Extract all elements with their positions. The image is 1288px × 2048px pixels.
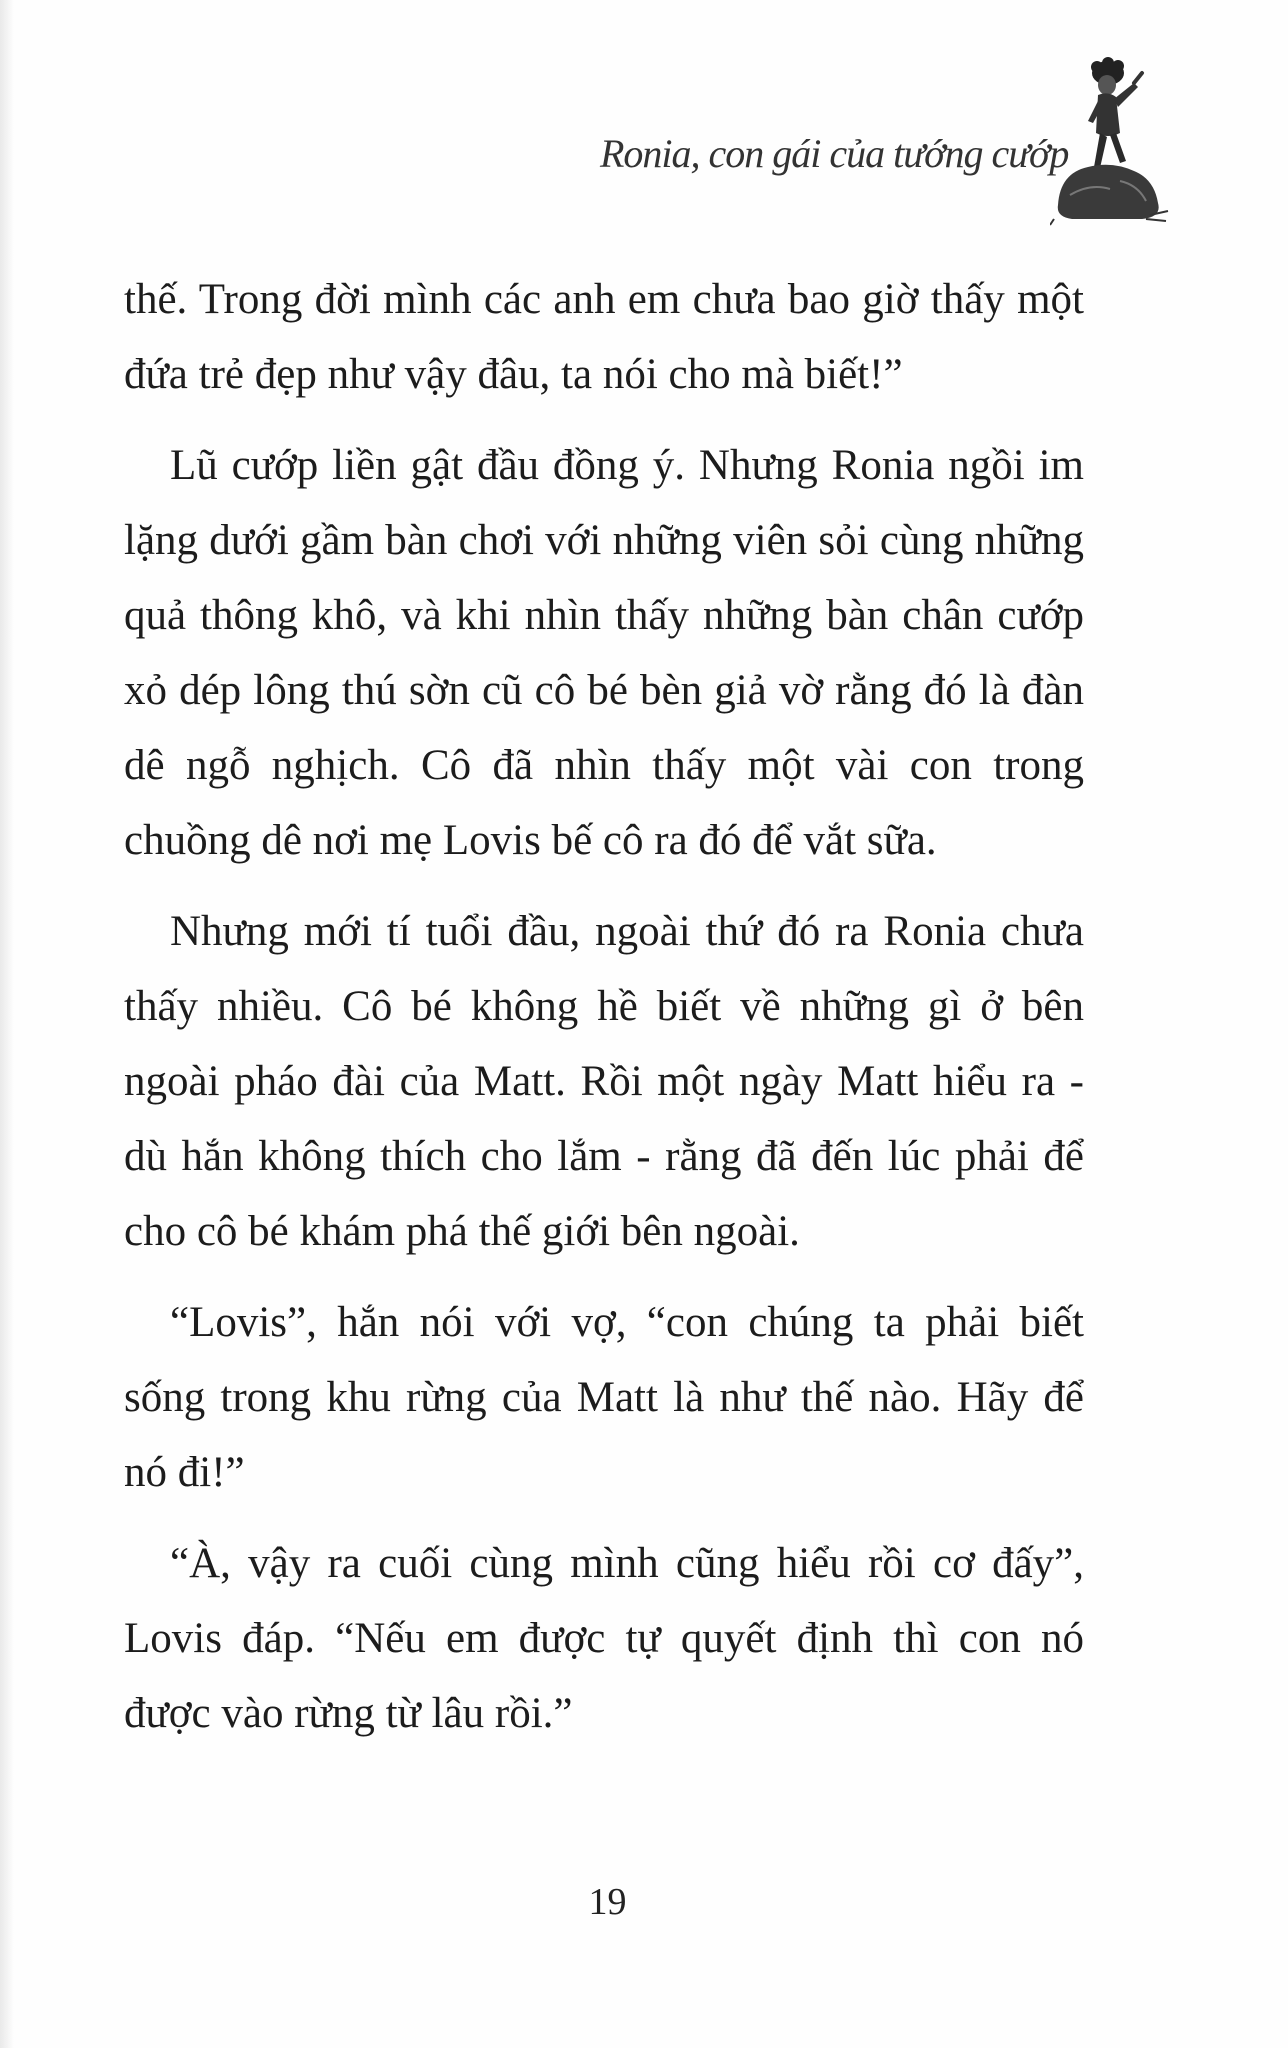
running-header-title: Ronia, con gái của tướng cướp: [600, 131, 1069, 176]
page-number: 19: [588, 1881, 627, 1923]
paragraph-2: Lũ cướp liền gật đầu đồng ý. Nhưng Ronia ngồi im lặng dưới gầm bàn chơi với những viên sỏi cùng những quả thông khô, và khi nhìn thấy những bàn chân cướp xỏ dép lông thú sờn cũ cô bé bèn giả vờ rằng đó là đàn dê ngỗ nghịch. Cô đã nhìn thấy một vài con trong chuồng dê nơi mẹ Lovis bế cô ra đó để vắt sữa.: [124, 442, 1084, 864]
paragraph-4: “Lovis”, hắn nói với vợ, “con chúng ta phải biết sống trong khu rừng của Matt là như thế nào. Hãy để nó đi!”: [124, 1299, 1084, 1496]
child-on-rock-illustration: [1050, 55, 1170, 230]
page-edge-shadow: [0, 0, 14, 2048]
paragraph-3: Nhưng mới tí tuổi đầu, ngoài thứ đó ra Ronia chưa thấy nhiều. Cô bé không hề biết về những gì ở bên ngoài pháo đài của Matt. Rồi một ngày Matt hiểu ra - dù hắn không thích cho lắm - rằng đã đến lúc phải để cho cô bé khám phá thế giới bên ngoài.: [124, 908, 1084, 1255]
body-text: [124, 262, 1084, 1767]
paragraph-5: “À, vậy ra cuối cùng mình cũng hiểu rồi cơ đấy”, Lovis đáp. “Nếu em được tự quyết định thì con nó được vào rừng từ lâu rồi.”: [124, 1540, 1084, 1737]
paragraph-1: thế. Trong đời mình các anh em chưa bao giờ thấy một đứa trẻ đẹp như vậy đâu, ta nói cho mà biết!”: [124, 276, 1084, 398]
